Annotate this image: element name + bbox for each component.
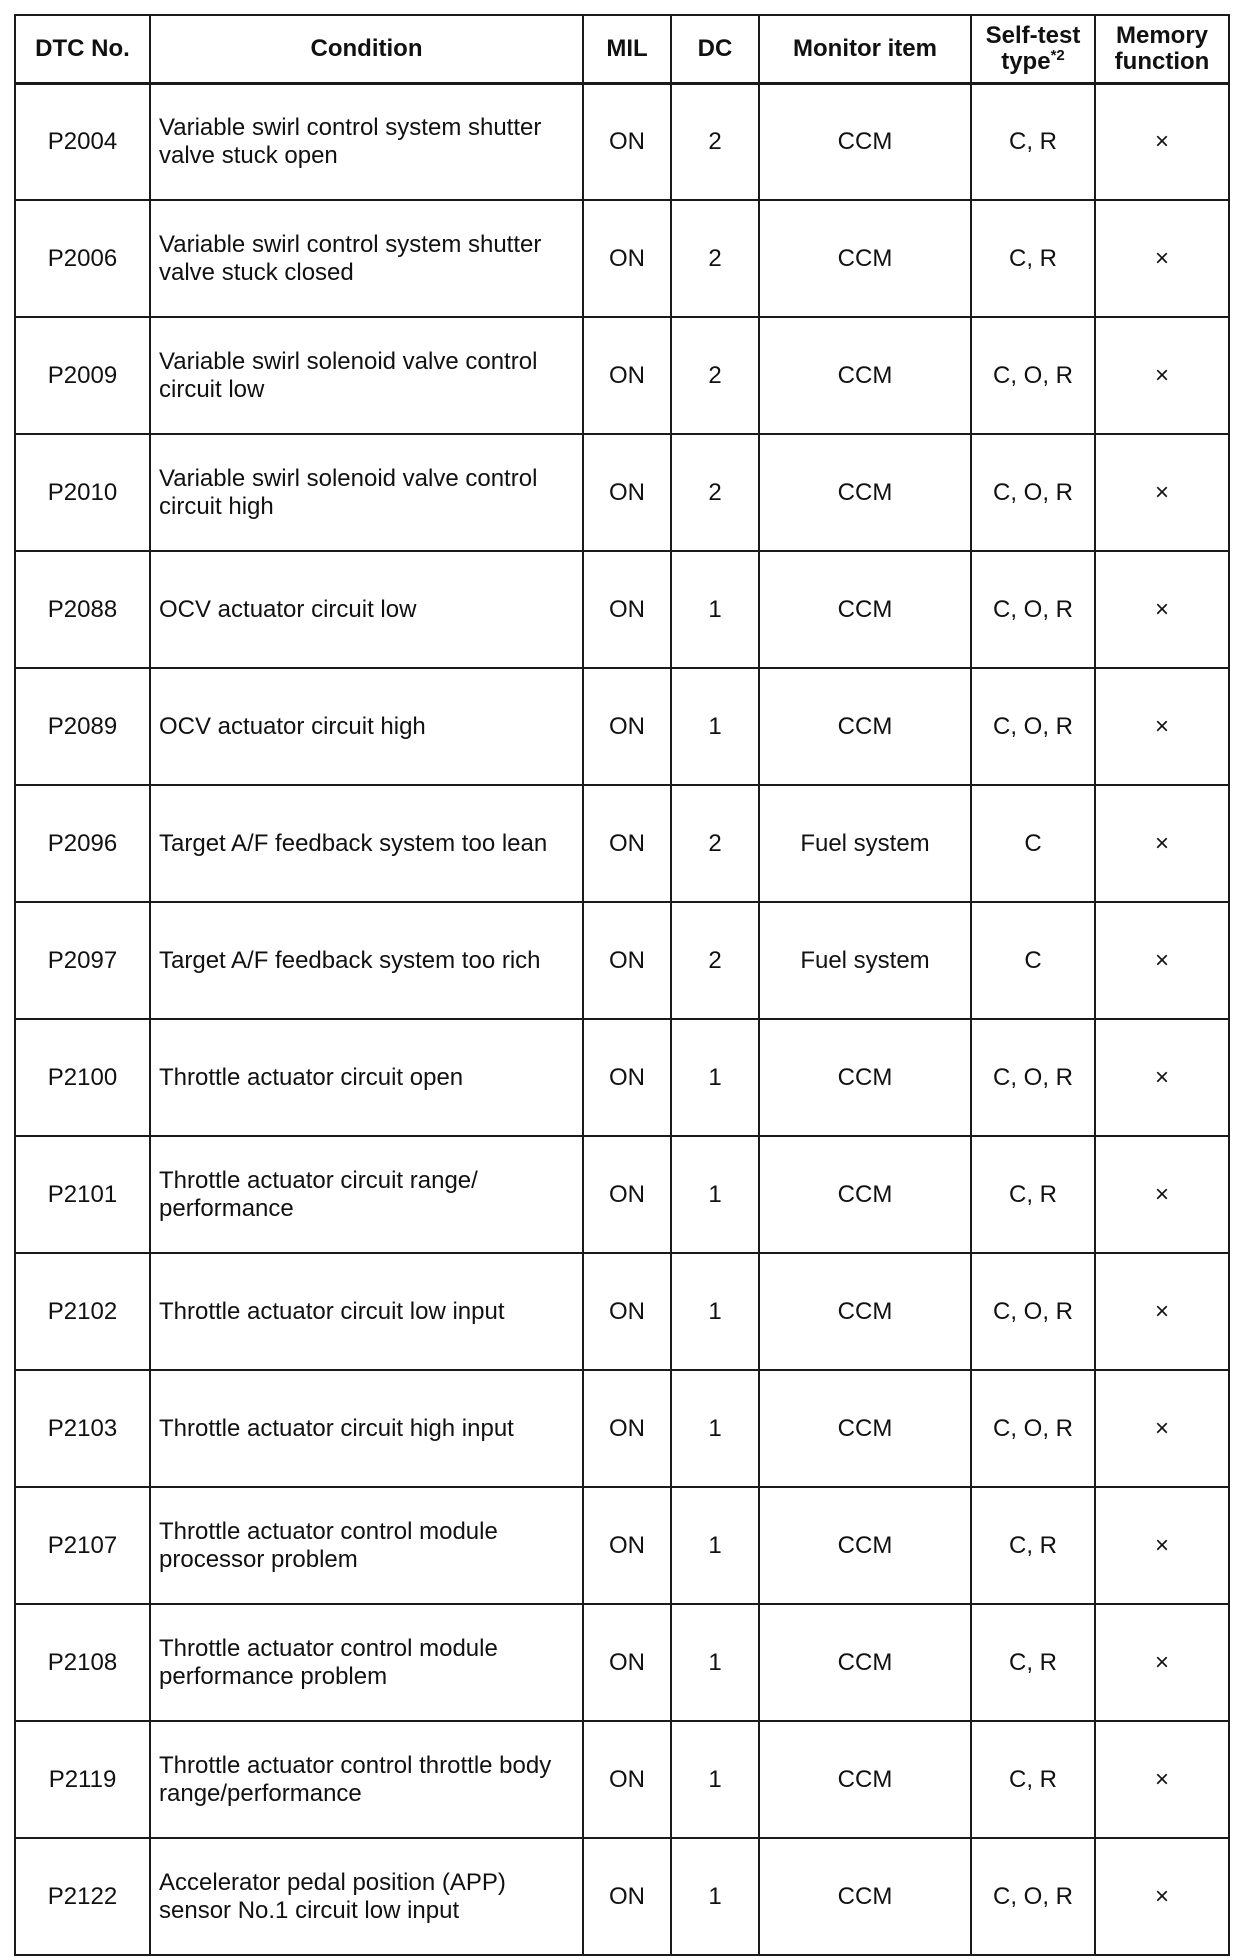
- cell-self-test-type: C, R: [971, 1721, 1095, 1838]
- header-mil: MIL: [583, 15, 671, 83]
- cell-dc: 1: [671, 1604, 759, 1721]
- cell-mil: ON: [583, 1604, 671, 1721]
- cell-memory-function: ×: [1095, 785, 1229, 902]
- cell-memory-function: ×: [1095, 1136, 1229, 1253]
- cell-monitor-item: CCM: [759, 83, 971, 200]
- cell-memory-function: ×: [1095, 200, 1229, 317]
- cell-dtc-no: P2097: [15, 902, 150, 1019]
- cell-self-test-type: C, R: [971, 83, 1095, 200]
- table-row: [15, 1604, 1229, 1721]
- cell-monitor-item: CCM: [759, 1019, 971, 1136]
- header-memory-function: [1095, 15, 1229, 83]
- cell-mil: ON: [583, 1721, 671, 1838]
- cell-memory-function: ×: [1095, 1253, 1229, 1370]
- cell-dc: 1: [671, 1136, 759, 1253]
- cell-memory-function: ×: [1095, 1019, 1229, 1136]
- cell-dc: 2: [671, 317, 759, 434]
- cell-dc: 2: [671, 785, 759, 902]
- cell-mil: ON: [583, 785, 671, 902]
- header-monitor-item: Monitor item: [759, 15, 971, 83]
- cell-dc: 1: [671, 1838, 759, 1955]
- cell-condition: Variable swirl control system shutter valve stuck open: [150, 83, 583, 200]
- cell-mil: ON: [583, 317, 671, 434]
- header-self-test-line1: Self-test: [985, 21, 1081, 49]
- cell-dtc-no: P2009: [15, 317, 150, 434]
- cell-mil: ON: [583, 551, 671, 668]
- cell-condition: OCV actuator circuit low: [150, 551, 583, 668]
- table-header-row: [15, 15, 1229, 83]
- cell-dc: 1: [671, 1019, 759, 1136]
- cell-condition: Throttle actuator circuit range/ performance: [150, 1136, 583, 1253]
- cell-condition: Throttle actuator control module performance problem: [150, 1604, 583, 1721]
- cell-dtc-no: P2101: [15, 1136, 150, 1253]
- table-row: [15, 1487, 1229, 1604]
- cell-memory-function: ×: [1095, 1604, 1229, 1721]
- header-memory-line1: Memory: [1115, 21, 1209, 49]
- table-row: [15, 1721, 1229, 1838]
- cell-mil: ON: [583, 83, 671, 200]
- cell-monitor-item: CCM: [759, 200, 971, 317]
- cell-mil: ON: [583, 1487, 671, 1604]
- cell-dtc-no: P2004: [15, 83, 150, 200]
- cell-dtc-no: P2006: [15, 200, 150, 317]
- header-self-test-line2-wrap: [980, 46, 1086, 75]
- cell-dtc-no: P2108: [15, 1604, 150, 1721]
- cell-monitor-item: CCM: [759, 1253, 971, 1370]
- cell-monitor-item: CCM: [759, 1487, 971, 1604]
- cell-self-test-type: C: [971, 785, 1095, 902]
- table-row: [15, 200, 1229, 317]
- cell-dc: 1: [671, 1487, 759, 1604]
- cell-dc: 2: [671, 200, 759, 317]
- cell-self-test-type: C, O, R: [971, 1370, 1095, 1487]
- cell-condition: OCV actuator circuit high: [150, 668, 583, 785]
- cell-mil: ON: [583, 1838, 671, 1955]
- cell-condition: Target A/F feedback system too lean: [150, 785, 583, 902]
- cell-memory-function: ×: [1095, 83, 1229, 200]
- cell-self-test-type: C, O, R: [971, 551, 1095, 668]
- cell-memory-function: ×: [1095, 1370, 1229, 1487]
- header-condition: Condition: [150, 15, 583, 83]
- cell-monitor-item: CCM: [759, 1721, 971, 1838]
- cell-dc: 2: [671, 83, 759, 200]
- table-row: [15, 668, 1229, 785]
- cell-memory-function: ×: [1095, 1487, 1229, 1604]
- cell-memory-function: ×: [1095, 1838, 1229, 1955]
- cell-monitor-item: CCM: [759, 1838, 971, 1955]
- header-dc: DC: [671, 15, 759, 83]
- table-row: [15, 1019, 1229, 1136]
- cell-monitor-item: CCM: [759, 551, 971, 668]
- cell-self-test-type: C, O, R: [971, 317, 1095, 434]
- cell-monitor-item: CCM: [759, 434, 971, 551]
- cell-self-test-type: C, O, R: [971, 1838, 1095, 1955]
- cell-memory-function: ×: [1095, 1721, 1229, 1838]
- cell-dtc-no: P2089: [15, 668, 150, 785]
- header-self-test-line2: type: [1001, 47, 1051, 75]
- cell-monitor-item: CCM: [759, 1604, 971, 1721]
- header-self-test-footnote: *2: [1050, 46, 1065, 64]
- cell-dc: 2: [671, 902, 759, 1019]
- cell-dc: 1: [671, 1721, 759, 1838]
- cell-monitor-item: CCM: [759, 1370, 971, 1487]
- cell-mil: ON: [583, 1253, 671, 1370]
- cell-mil: ON: [583, 668, 671, 785]
- cell-condition: Throttle actuator control throttle body range/performance: [150, 1721, 583, 1838]
- table-row: [15, 1838, 1229, 1955]
- cell-dtc-no: P2122: [15, 1838, 150, 1955]
- cell-dtc-no: P2096: [15, 785, 150, 902]
- cell-mil: ON: [583, 434, 671, 551]
- cell-mil: ON: [583, 1370, 671, 1487]
- cell-self-test-type: C, O, R: [971, 1019, 1095, 1136]
- cell-monitor-item: Fuel system: [759, 785, 971, 902]
- cell-mil: ON: [583, 1136, 671, 1253]
- header-self-test-type: [971, 15, 1095, 83]
- cell-dtc-no: P2119: [15, 1721, 150, 1838]
- cell-self-test-type: C, O, R: [971, 434, 1095, 551]
- cell-dc: 1: [671, 1370, 759, 1487]
- cell-dc: 2: [671, 434, 759, 551]
- dtc-table: [14, 14, 1230, 1956]
- cell-dc: 1: [671, 551, 759, 668]
- cell-dtc-no: P2107: [15, 1487, 150, 1604]
- cell-mil: ON: [583, 200, 671, 317]
- cell-condition: Throttle actuator circuit low input: [150, 1253, 583, 1370]
- cell-dtc-no: P2102: [15, 1253, 150, 1370]
- cell-dtc-no: P2088: [15, 551, 150, 668]
- cell-dc: 1: [671, 668, 759, 785]
- cell-condition: Target A/F feedback system too rich: [150, 902, 583, 1019]
- cell-condition: Throttle actuator control module processor problem: [150, 1487, 583, 1604]
- cell-monitor-item: CCM: [759, 317, 971, 434]
- table-row: [15, 317, 1229, 434]
- header-dtc-no: DTC No.: [15, 15, 150, 83]
- cell-self-test-type: C, R: [971, 1604, 1095, 1721]
- cell-memory-function: ×: [1095, 317, 1229, 434]
- table-row: [15, 1136, 1229, 1253]
- cell-self-test-type: C, O, R: [971, 668, 1095, 785]
- cell-dtc-no: P2103: [15, 1370, 150, 1487]
- table-row: [15, 434, 1229, 551]
- cell-condition: Throttle actuator circuit open: [150, 1019, 583, 1136]
- cell-self-test-type: C, R: [971, 1487, 1095, 1604]
- cell-condition: Variable swirl control system shutter valve stuck closed: [150, 200, 583, 317]
- cell-mil: ON: [583, 1019, 671, 1136]
- table-row: [15, 902, 1229, 1019]
- table-row: [15, 83, 1229, 200]
- cell-memory-function: ×: [1095, 551, 1229, 668]
- cell-condition: Variable swirl solenoid valve control circuit high: [150, 434, 583, 551]
- cell-dc: 1: [671, 1253, 759, 1370]
- cell-monitor-item: CCM: [759, 668, 971, 785]
- cell-self-test-type: C, O, R: [971, 1253, 1095, 1370]
- cell-dtc-no: P2010: [15, 434, 150, 551]
- cell-memory-function: ×: [1095, 668, 1229, 785]
- table-row: [15, 785, 1229, 902]
- cell-memory-function: ×: [1095, 434, 1229, 551]
- table-body: [15, 83, 1229, 1955]
- cell-memory-function: ×: [1095, 902, 1229, 1019]
- cell-self-test-type: C, R: [971, 200, 1095, 317]
- cell-monitor-item: CCM: [759, 1136, 971, 1253]
- cell-mil: ON: [583, 902, 671, 1019]
- cell-condition: Accelerator pedal position (APP) sensor No.1 circuit low input: [150, 1838, 583, 1955]
- cell-monitor-item: Fuel system: [759, 902, 971, 1019]
- cell-condition: Throttle actuator circuit high input: [150, 1370, 583, 1487]
- table-row: [15, 551, 1229, 668]
- cell-condition: Variable swirl solenoid valve control circuit low: [150, 317, 583, 434]
- cell-self-test-type: C: [971, 902, 1095, 1019]
- header-memory-line2: function: [1114, 47, 1210, 75]
- cell-self-test-type: C, R: [971, 1136, 1095, 1253]
- cell-dtc-no: P2100: [15, 1019, 150, 1136]
- table-row: [15, 1370, 1229, 1487]
- table-row: [15, 1253, 1229, 1370]
